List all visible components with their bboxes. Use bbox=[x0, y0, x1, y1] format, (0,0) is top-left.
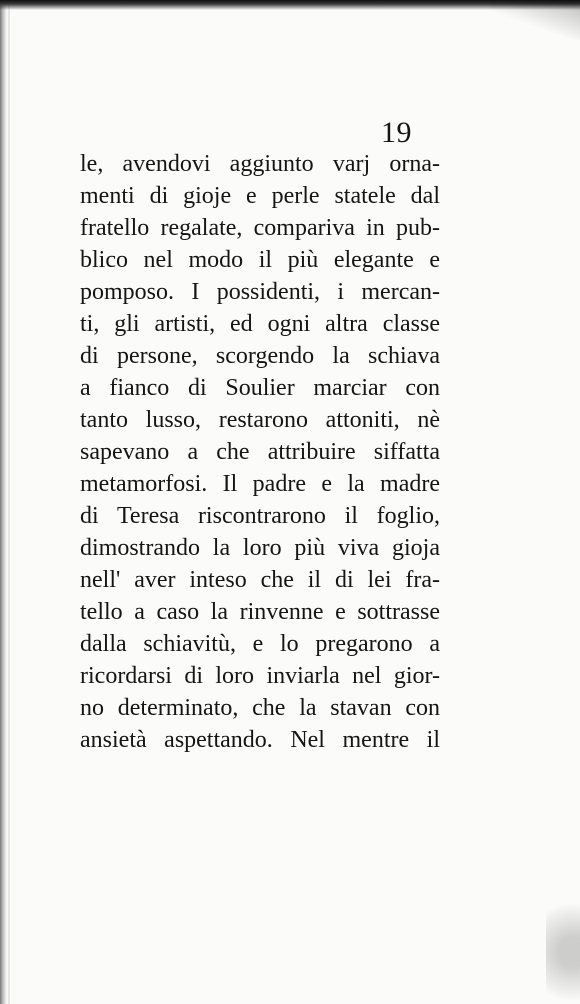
text-line: ansietà aspettando. Nel mentre il bbox=[80, 727, 440, 753]
page-stain bbox=[546, 874, 580, 1004]
page-number: 19 bbox=[381, 116, 412, 149]
text-line: tanto lusso, restarono attoniti, nè bbox=[80, 407, 440, 433]
text-line: fratello regalate, compariva in pub- bbox=[80, 215, 440, 241]
text-line: menti di gioje e perle statele dal bbox=[80, 183, 440, 209]
text-line: nell' aver inteso che il di lei fra- bbox=[80, 567, 440, 593]
text-line: le, avendovi aggiunto varj orna- bbox=[80, 151, 440, 177]
text-line: ricordarsi di loro inviarla nel gior- bbox=[80, 663, 440, 689]
text-line: pomposo. I possidenti, i mercan- bbox=[80, 279, 440, 305]
body-text bbox=[80, 148, 440, 753]
text-line: no determinato, che la stavan con bbox=[80, 695, 440, 721]
text-line: dalla schiavitù, e lo pregarono a bbox=[80, 631, 440, 657]
text-line: dimostrando la loro più viva gioja bbox=[80, 535, 440, 561]
binding-edge-highlight bbox=[8, 0, 10, 1004]
text-line: di persone, scorgendo la schiava bbox=[80, 343, 440, 369]
text-line: blico nel modo il più elegante e bbox=[80, 247, 440, 273]
text-line: ti, gli artisti, ed ogni altra classe bbox=[80, 311, 440, 337]
text-line: tello a caso la rinvenne e sottrasse bbox=[80, 599, 440, 625]
binding-edge bbox=[0, 0, 8, 1004]
text-line: sapevano a che attribuire siffatta bbox=[80, 439, 440, 465]
text-line: di Teresa riscontrarono il foglio, bbox=[80, 503, 440, 529]
corner-shadow bbox=[490, 0, 580, 40]
text-line: a fianco di Soulier marciar con bbox=[80, 375, 440, 401]
text-line: metamorfosi. Il padre e la madre bbox=[80, 471, 440, 497]
